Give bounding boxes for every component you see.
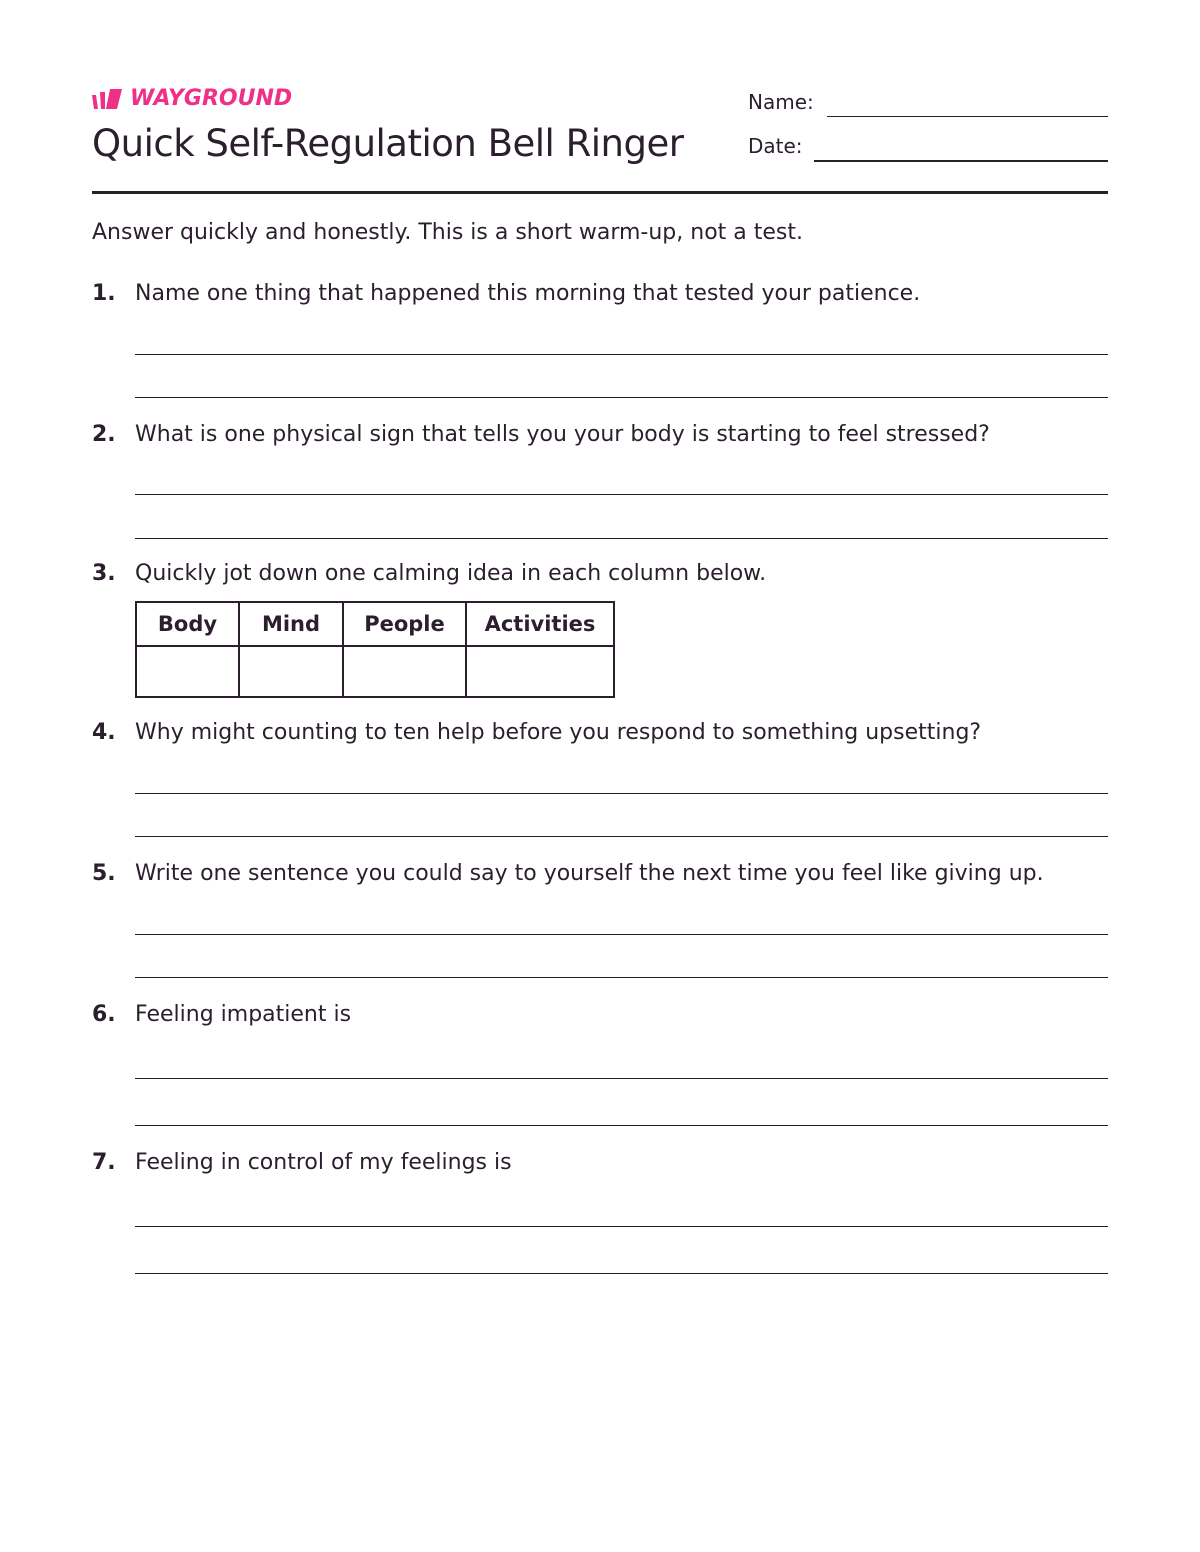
table-cell-mind[interactable]	[239, 646, 343, 697]
answer-line[interactable]	[135, 977, 1108, 978]
question-text: Feeling in control of my feelings is	[135, 1150, 512, 1175]
date-label: Date:	[748, 134, 803, 158]
answer-line[interactable]	[135, 1226, 1108, 1227]
instructions: Answer quickly and honestly. This is a short warm-up, not a test.	[92, 220, 803, 245]
name-field[interactable]	[827, 116, 1108, 117]
answer-line[interactable]	[135, 538, 1108, 539]
answer-line[interactable]	[135, 836, 1108, 837]
answer-line[interactable]	[135, 1273, 1108, 1274]
question-text: Why might counting to ten help before you respond to something upsetting?	[135, 720, 982, 745]
question-number: 3.	[92, 561, 116, 586]
answer-line[interactable]	[135, 934, 1108, 935]
table-cell-people[interactable]	[343, 646, 466, 697]
question-text: Write one sentence you could say to yourself the next time you feel like giving up.	[135, 861, 1044, 886]
date-field[interactable]	[814, 160, 1108, 162]
header-divider	[92, 191, 1108, 194]
answer-line[interactable]	[135, 1125, 1108, 1126]
column-header-people: People	[343, 602, 466, 646]
question-text: What is one physical sign that tells you your body is starting to feel stressed?	[135, 422, 990, 447]
question-text: Quickly jot down one calming idea in each column below.	[135, 561, 767, 586]
answer-line[interactable]	[135, 397, 1108, 398]
wayground-logo-icon	[92, 87, 126, 111]
question-number: 7.	[92, 1150, 116, 1175]
question-number: 4.	[92, 720, 116, 745]
calming-ideas-table	[135, 601, 615, 698]
question-number: 2.	[92, 422, 116, 447]
page-title: Quick Self-Regulation Bell Ringer	[92, 122, 684, 165]
question-number: 1.	[92, 281, 116, 306]
table-cell-body[interactable]	[136, 646, 239, 697]
column-header-mind: Mind	[239, 602, 343, 646]
question-text: Name one thing that happened this morning that tested your patience.	[135, 281, 921, 306]
table-cell-activities[interactable]	[466, 646, 614, 697]
answer-line[interactable]	[135, 494, 1108, 495]
answer-line[interactable]	[135, 354, 1108, 355]
brand-name: WAYGROUND	[130, 86, 293, 111]
column-header-body: Body	[136, 602, 239, 646]
column-header-activities: Activities	[466, 602, 614, 646]
question-text: Feeling impatient is	[135, 1002, 352, 1027]
name-label: Name:	[748, 90, 814, 114]
question-number: 6.	[92, 1002, 116, 1027]
question-number: 5.	[92, 861, 116, 886]
answer-line[interactable]	[135, 1078, 1108, 1079]
answer-line[interactable]	[135, 793, 1108, 794]
brand-logo	[92, 86, 292, 111]
